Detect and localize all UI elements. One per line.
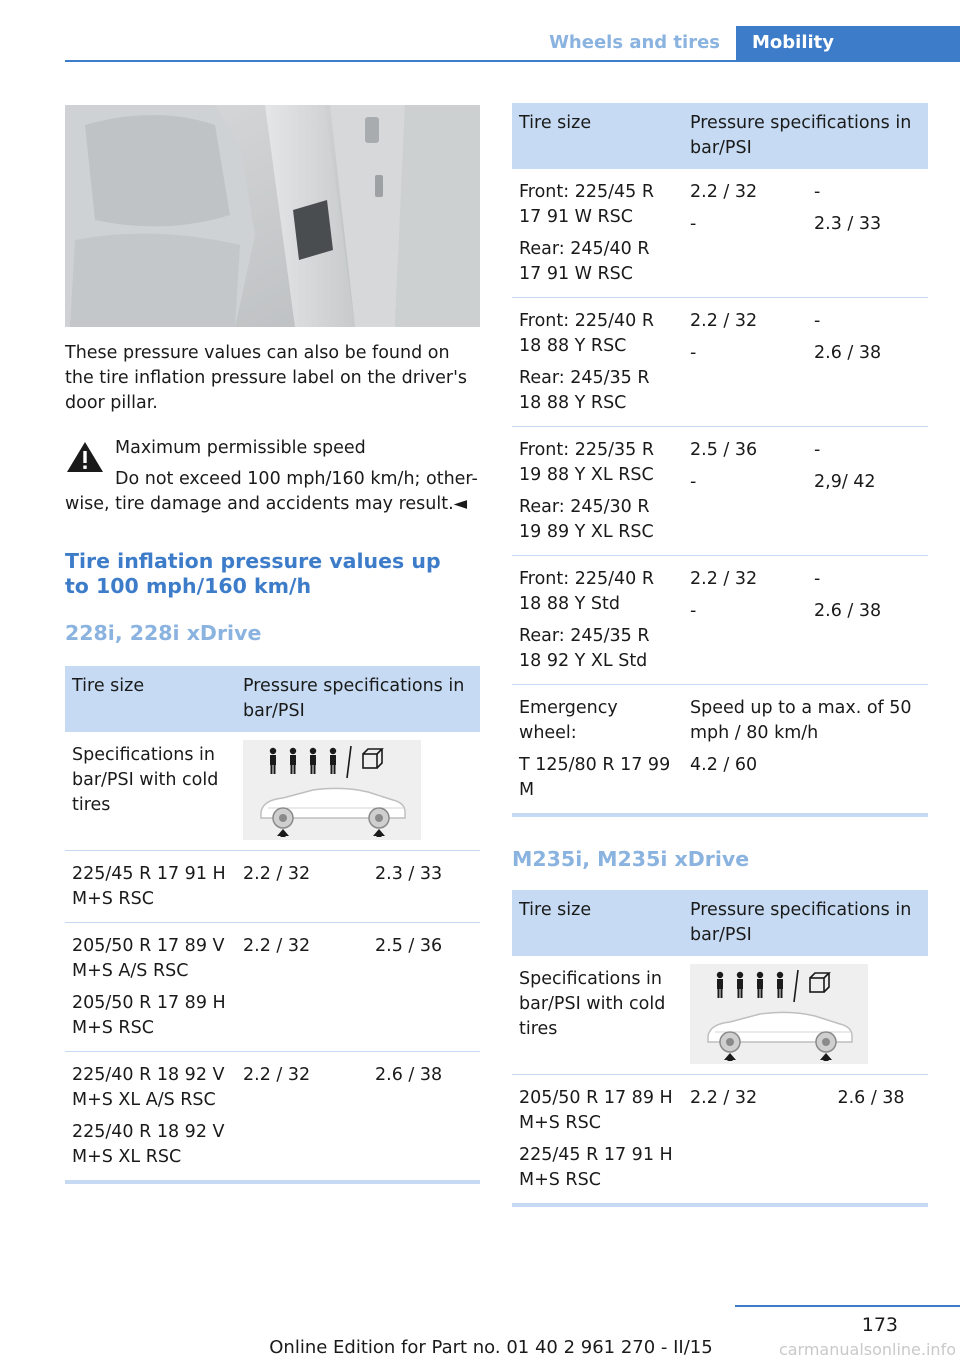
warning-text-line2: wise, tire damage and accidents may result.◄	[65, 494, 468, 514]
warning-triangle-icon	[65, 440, 105, 474]
emergency-pressure-cell: Speed up to a max. of 50 mph / 80 km/h 4.2 / 60	[683, 685, 928, 816]
chapter-tab-mobility[interactable]: Mobility	[736, 26, 960, 60]
table-row	[65, 923, 480, 1052]
warning-title: Maximum permissible speed	[115, 438, 366, 458]
col-header-tire-size: Tire size	[65, 666, 236, 732]
table-header-row	[512, 890, 928, 956]
spec-label: Specifications in bar/PSI with cold tires	[65, 732, 236, 851]
header-divider	[65, 60, 960, 62]
front-pressure-cell: 2.2 / 32 -	[683, 556, 807, 685]
front-pressure-cell: 2.2 / 32	[236, 923, 368, 1052]
front-pressure-cell: 2.2 / 32	[236, 851, 368, 923]
warning-text-line1: Do not exceed 100 mph/160 km/h; other-	[115, 469, 478, 489]
front-pressure-cell: 2.5 / 36 -	[683, 427, 807, 556]
table-header-row	[512, 103, 928, 169]
rear-pressure-cell: 2.6 / 38	[368, 1052, 480, 1183]
left-column	[65, 105, 480, 1184]
table-row	[512, 685, 928, 816]
load-vehicle-pictogram	[690, 964, 868, 1064]
table-row	[512, 1075, 928, 1206]
tire-size-cell: 225/40 R 18 92 V M+S XL A/S RSC 225/40 R 18 92 V M+S XL RSC	[65, 1052, 236, 1183]
pressure-table-m235i	[512, 890, 928, 1207]
front-pressure-cell: 2.2 / 32	[683, 1075, 814, 1206]
emergency-wheel-cell: Emergency wheel: T 125/80 R 17 99 M	[512, 685, 683, 816]
tire-size-cell: Front: 225/40 R 18 88 Y Std Rear: 245/35 R 18 92 Y XL Std	[512, 556, 683, 685]
front-pressure-cell: 2.2 / 32	[236, 1052, 368, 1183]
col-header-pressure: Pressure specifications in bar/PSI	[683, 103, 928, 169]
table-row	[65, 732, 480, 851]
door-pillar-photo	[65, 105, 480, 327]
pressure-table-staggered	[512, 103, 928, 817]
tire-size-cell: Front: 225/35 R 19 88 Y XL RSC Rear: 245/30 R 19 89 Y XL RSC	[512, 427, 683, 556]
rear-pressure-cell: - 2.6 / 38	[807, 556, 928, 685]
table-row	[65, 1052, 480, 1183]
tire-size-cell: 205/50 R 17 89 H M+S RSC 225/45 R 17 91 H M+S RSC	[512, 1075, 683, 1206]
footer-divider	[735, 1305, 960, 1307]
front-pressure-cell: 2.2 / 32 -	[683, 298, 807, 427]
col-header-pressure: Pressure specifications in bar/PSI	[683, 890, 928, 956]
table-row	[512, 298, 928, 427]
table-row	[512, 169, 928, 298]
right-column	[512, 103, 928, 1207]
section-heading: Tire inflation pressure values up to 100 mph/160 km/h	[65, 549, 441, 598]
edition-note: Online Edition for Part no. 01 40 2 961 270 - II/15	[269, 1337, 713, 1358]
rear-pressure-cell: - 2,9/ 42	[807, 427, 928, 556]
pressure-table-228i	[65, 666, 480, 1184]
table-row	[512, 556, 928, 685]
col-header-pressure: Pressure specifications in bar/PSI	[236, 666, 480, 732]
table-header-row	[65, 666, 480, 732]
table-row	[65, 851, 480, 923]
rear-pressure-cell: - 2.6 / 38	[807, 298, 928, 427]
warning-block	[65, 436, 480, 517]
watermark: carmanualsonline.info	[778, 1340, 956, 1359]
load-vehicle-pictogram	[243, 740, 421, 840]
rear-pressure-cell: 2.5 / 36	[368, 923, 480, 1052]
tire-size-cell: 205/50 R 17 89 V M+S A/S RSC 205/50 R 17 89 H M+S RSC	[65, 923, 236, 1052]
rear-pressure-cell: - 2.3 / 33	[807, 169, 928, 298]
section-tab-wheels-and-tires[interactable]: Wheels and tires	[549, 32, 720, 53]
table-row	[512, 956, 928, 1075]
model-heading-m235i: M235i, M235i xDrive	[512, 847, 750, 871]
spec-label: Specifications in bar/PSI with cold tires	[512, 956, 683, 1075]
page-number: 173	[861, 1314, 898, 1336]
rear-pressure-cell: 2.3 / 33	[368, 851, 480, 923]
intro-paragraph: These pressure values can also be found on the tire inflation pressure label on the driver's door pillar.	[65, 343, 468, 413]
tire-size-cell: Front: 225/45 R 17 91 W RSC Rear: 245/40 R 17 91 W RSC	[512, 169, 683, 298]
model-heading-228i: 228i, 228i xDrive	[65, 621, 262, 645]
tire-size-cell: 225/45 R 17 91 H M+S RSC	[65, 851, 236, 923]
col-header-tire-size: Tire size	[512, 890, 683, 956]
table-row	[512, 427, 928, 556]
page-header	[0, 0, 960, 62]
tire-size-cell: Front: 225/40 R 18 88 Y RSC Rear: 245/35 R 18 88 Y RSC	[512, 298, 683, 427]
rear-pressure-cell: 2.6 / 38	[814, 1075, 928, 1206]
col-header-tire-size: Tire size	[512, 103, 683, 169]
front-pressure-cell: 2.2 / 32 -	[683, 169, 807, 298]
